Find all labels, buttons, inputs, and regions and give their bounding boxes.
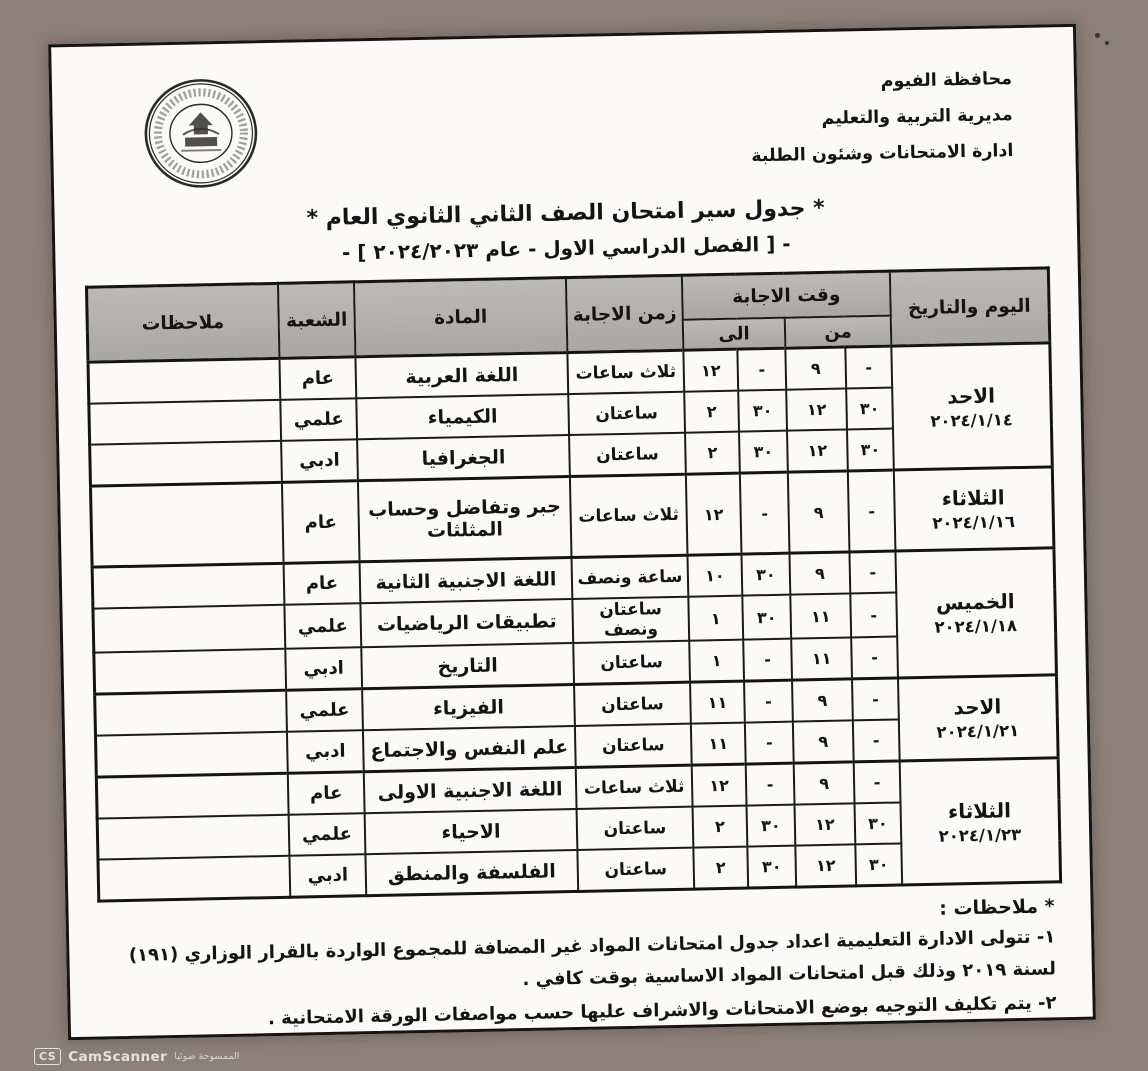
subject-cell: التاريخ bbox=[361, 643, 574, 689]
schedule-body bbox=[87, 343, 1060, 901]
column-header-notes: ملاحظات bbox=[86, 283, 279, 362]
column-header-to: الى bbox=[683, 318, 786, 351]
to-minutes-cell: - bbox=[737, 348, 786, 390]
day-date: ٢٠٢٤/١/١٦ bbox=[932, 512, 1016, 533]
from-hour-cell: ٩ bbox=[793, 720, 854, 763]
from-minutes-cell: - bbox=[853, 719, 900, 761]
from-minutes-cell: - bbox=[849, 551, 896, 593]
footnote-item: ١- تتولى الادارة التعليمية اعداد جدول امتحانات المواد غير المضافة للمجموع الواردة بالقرار الوزاري (١٩١) لسنة ٢٠١٩ وذلك قبل امتحانات المواد الاساسية بوقت كافي . bbox=[128, 926, 1057, 990]
from-hour-cell: ١٢ bbox=[795, 803, 856, 845]
to-hour-cell: ٢ bbox=[685, 432, 740, 475]
day-name: الثلاثاء bbox=[941, 485, 1005, 511]
branch-cell: ادبي bbox=[285, 647, 362, 690]
to-minutes-cell: - bbox=[744, 680, 793, 722]
to-hour-cell: ١ bbox=[688, 596, 743, 641]
from-minutes-cell: - bbox=[852, 678, 899, 720]
day-date-cell bbox=[895, 548, 1056, 678]
subject-cell: اللغة الاجنبية الاولى bbox=[364, 767, 577, 813]
to-minutes-cell: - bbox=[745, 722, 794, 764]
day-name: الثلاثاء bbox=[947, 797, 1012, 824]
subject-cell: الفيزياء bbox=[362, 684, 575, 730]
footnotes-section bbox=[105, 895, 1057, 1038]
notes-cell bbox=[97, 856, 290, 901]
from-minutes-cell: ٣٠ bbox=[847, 429, 894, 471]
day-date-cell bbox=[891, 343, 1051, 470]
subject-cell: اللغة العربية bbox=[355, 353, 568, 399]
org-line-administration: ادارة الامتحانات وشئون الطلبة bbox=[751, 140, 1014, 167]
notes-cell bbox=[97, 815, 290, 860]
notes-cell bbox=[90, 482, 284, 567]
official-seal-icon bbox=[142, 75, 260, 191]
day-date: ٢٠٢٤/١/٢١ bbox=[936, 721, 1020, 742]
seal-container bbox=[142, 75, 260, 195]
duration-cell: ساعتان bbox=[574, 682, 691, 726]
duration-cell: ساعتان bbox=[573, 641, 690, 685]
scanned-page bbox=[48, 24, 1096, 1040]
from-minutes-cell: ٣٠ bbox=[855, 802, 902, 844]
from-minutes-cell: - bbox=[854, 761, 901, 803]
subject-cell: الفلسفة والمنطق bbox=[365, 850, 578, 896]
org-header-block bbox=[749, 49, 1048, 175]
to-hour-cell: ١٠ bbox=[687, 554, 742, 597]
branch-cell: ادبي bbox=[281, 439, 358, 482]
to-hour-cell: ١ bbox=[689, 640, 744, 683]
subject-cell: الكيمياء bbox=[356, 394, 569, 439]
to-minutes-cell: ٣٠ bbox=[741, 553, 790, 595]
to-hour-cell: ٢ bbox=[693, 847, 748, 890]
duration-cell: ساعتان bbox=[569, 433, 686, 477]
duration-cell: ساعتان bbox=[575, 724, 692, 768]
notes-cell bbox=[93, 649, 286, 694]
notes-cell bbox=[92, 563, 285, 608]
from-hour-cell: ١٢ bbox=[787, 429, 848, 472]
to-minutes-cell: - bbox=[743, 639, 792, 681]
column-header-day: اليوم والتاريخ bbox=[890, 268, 1049, 346]
column-header-subject: المادة bbox=[354, 278, 567, 357]
org-line-governorate: محافظة الفيوم bbox=[880, 69, 1013, 92]
day-name: الاحد bbox=[947, 382, 996, 408]
from-minutes-cell: ٣٠ bbox=[846, 388, 893, 430]
branch-cell: علمي bbox=[286, 689, 363, 732]
document-subtitle: - [ الفصل الدراسي الاول - عام ٢٠٢٤/٢٠٢٣ ] - bbox=[341, 231, 791, 265]
from-minutes-cell: - bbox=[851, 636, 898, 678]
from-hour-cell: ٩ bbox=[792, 679, 853, 722]
subject-cell: تطبيقات الرياضيات bbox=[360, 599, 573, 647]
column-header-from: من bbox=[785, 316, 892, 349]
day-date-cell bbox=[898, 675, 1058, 761]
branch-cell: عام bbox=[288, 772, 365, 815]
duration-cell: ساعتان ونصف bbox=[572, 597, 689, 643]
subject-cell: الجغرافيا bbox=[357, 435, 570, 481]
notes-cell bbox=[96, 773, 289, 818]
day-date-cell bbox=[900, 758, 1060, 885]
footnotes-heading: * ملاحظات : bbox=[939, 895, 1055, 920]
to-minutes-cell: ٣٠ bbox=[739, 431, 788, 473]
footnote-item: ٢- يتم تكليف التوجيه بوضع الامتحانات والاشراف عليها حسب مواصفات الورقة الامتحانية . bbox=[267, 992, 1057, 1030]
branch-cell: ادبي bbox=[289, 854, 366, 897]
camscanner-brand: CamScanner bbox=[68, 1048, 168, 1065]
from-minutes-cell: ٣٠ bbox=[855, 843, 902, 885]
org-line-directorate: مديرية التربية والتعليم bbox=[821, 104, 1013, 129]
day-date: ٢٠٢٤/١/١٨ bbox=[934, 616, 1018, 637]
duration-cell: ثلاث ساعات bbox=[576, 765, 693, 809]
notes-cell bbox=[87, 358, 280, 403]
duration-cell: ثلاث ساعات bbox=[567, 350, 684, 394]
to-minutes-cell: ٣٠ bbox=[747, 846, 796, 888]
from-minutes-cell: - bbox=[850, 593, 897, 638]
to-hour-cell: ١١ bbox=[690, 681, 745, 724]
camscanner-note: الممسوحة ضوئيا bbox=[174, 1051, 240, 1062]
column-header-answer-time: وقت الاجابة bbox=[682, 271, 891, 320]
from-hour-cell: ١٢ bbox=[795, 844, 856, 887]
duration-cell: ساعتان bbox=[577, 807, 694, 850]
duration-cell: ساعتان bbox=[577, 848, 694, 892]
from-hour-cell: ٩ bbox=[788, 471, 850, 553]
notes-cell bbox=[88, 400, 281, 445]
day-date: ٢٠٢٤/١/١٤ bbox=[930, 409, 1014, 431]
day-name: الخميس bbox=[935, 589, 1015, 615]
to-hour-cell: ١١ bbox=[691, 723, 746, 766]
subject-cell: جبر وتفاضل وحساب المثلثات bbox=[358, 477, 572, 562]
subject-cell: علم النفس والاجتماع bbox=[363, 726, 576, 772]
document-header bbox=[80, 49, 1048, 196]
branch-cell: علمي bbox=[280, 398, 357, 441]
to-hour-cell: ١٢ bbox=[686, 473, 742, 555]
branch-cell: علمي bbox=[289, 813, 366, 856]
notes-cell bbox=[92, 605, 285, 653]
notes-cell bbox=[94, 690, 287, 735]
notes-cell bbox=[89, 441, 282, 486]
duration-cell: ساعتان bbox=[568, 392, 685, 435]
to-minutes-cell: ٣٠ bbox=[742, 595, 791, 640]
scan-artifact-dot bbox=[1095, 33, 1100, 38]
duration-cell: ساعة ونصف bbox=[572, 555, 689, 599]
to-minutes-cell: ٣٠ bbox=[738, 390, 787, 432]
branch-cell: عام bbox=[279, 357, 356, 400]
to-minutes-cell: - bbox=[740, 472, 790, 554]
duration-cell: ثلاث ساعات bbox=[570, 474, 688, 557]
subject-cell: الاحياء bbox=[365, 809, 578, 854]
branch-cell: عام bbox=[282, 481, 360, 564]
camscanner-watermark bbox=[34, 1048, 239, 1065]
branch-cell: عام bbox=[284, 562, 361, 605]
from-hour-cell: ٩ bbox=[794, 762, 855, 805]
from-hour-cell: ٩ bbox=[789, 552, 850, 595]
to-hour-cell: ١٢ bbox=[692, 764, 747, 807]
from-minutes-cell: - bbox=[845, 346, 892, 388]
notes-cell bbox=[95, 732, 288, 777]
from-minutes-cell: - bbox=[848, 470, 896, 552]
day-name: الاحد bbox=[953, 694, 1002, 720]
column-header-branch: الشعبة bbox=[278, 282, 355, 359]
from-hour-cell: ١١ bbox=[791, 637, 852, 680]
to-minutes-cell: ٣٠ bbox=[747, 805, 796, 847]
document-title: * جدول سير امتحان الصف الثاني الثانوي العام * bbox=[306, 195, 825, 232]
to-hour-cell: ١٢ bbox=[683, 349, 738, 392]
scan-artifact-dot bbox=[1105, 41, 1109, 45]
subject-cell: اللغة الاجنبية الثانية bbox=[360, 558, 573, 604]
from-hour-cell: ١٢ bbox=[786, 388, 847, 430]
branch-cell: ادبي bbox=[287, 730, 364, 773]
to-hour-cell: ٢ bbox=[684, 391, 739, 433]
footnotes-list bbox=[105, 921, 1057, 1038]
camscanner-badge-icon: CS bbox=[34, 1048, 61, 1065]
to-minutes-cell: - bbox=[746, 763, 795, 805]
from-hour-cell: ١١ bbox=[790, 593, 851, 638]
from-hour-cell: ٩ bbox=[785, 347, 846, 390]
to-hour-cell: ٢ bbox=[693, 806, 748, 848]
branch-cell: علمي bbox=[284, 603, 361, 649]
column-header-duration: زمن الاجابة bbox=[566, 275, 683, 352]
day-date-cell bbox=[894, 467, 1054, 551]
exam-schedule-table bbox=[84, 266, 1061, 902]
day-date: ٢٠٢٤/١/٢٣ bbox=[938, 824, 1022, 846]
